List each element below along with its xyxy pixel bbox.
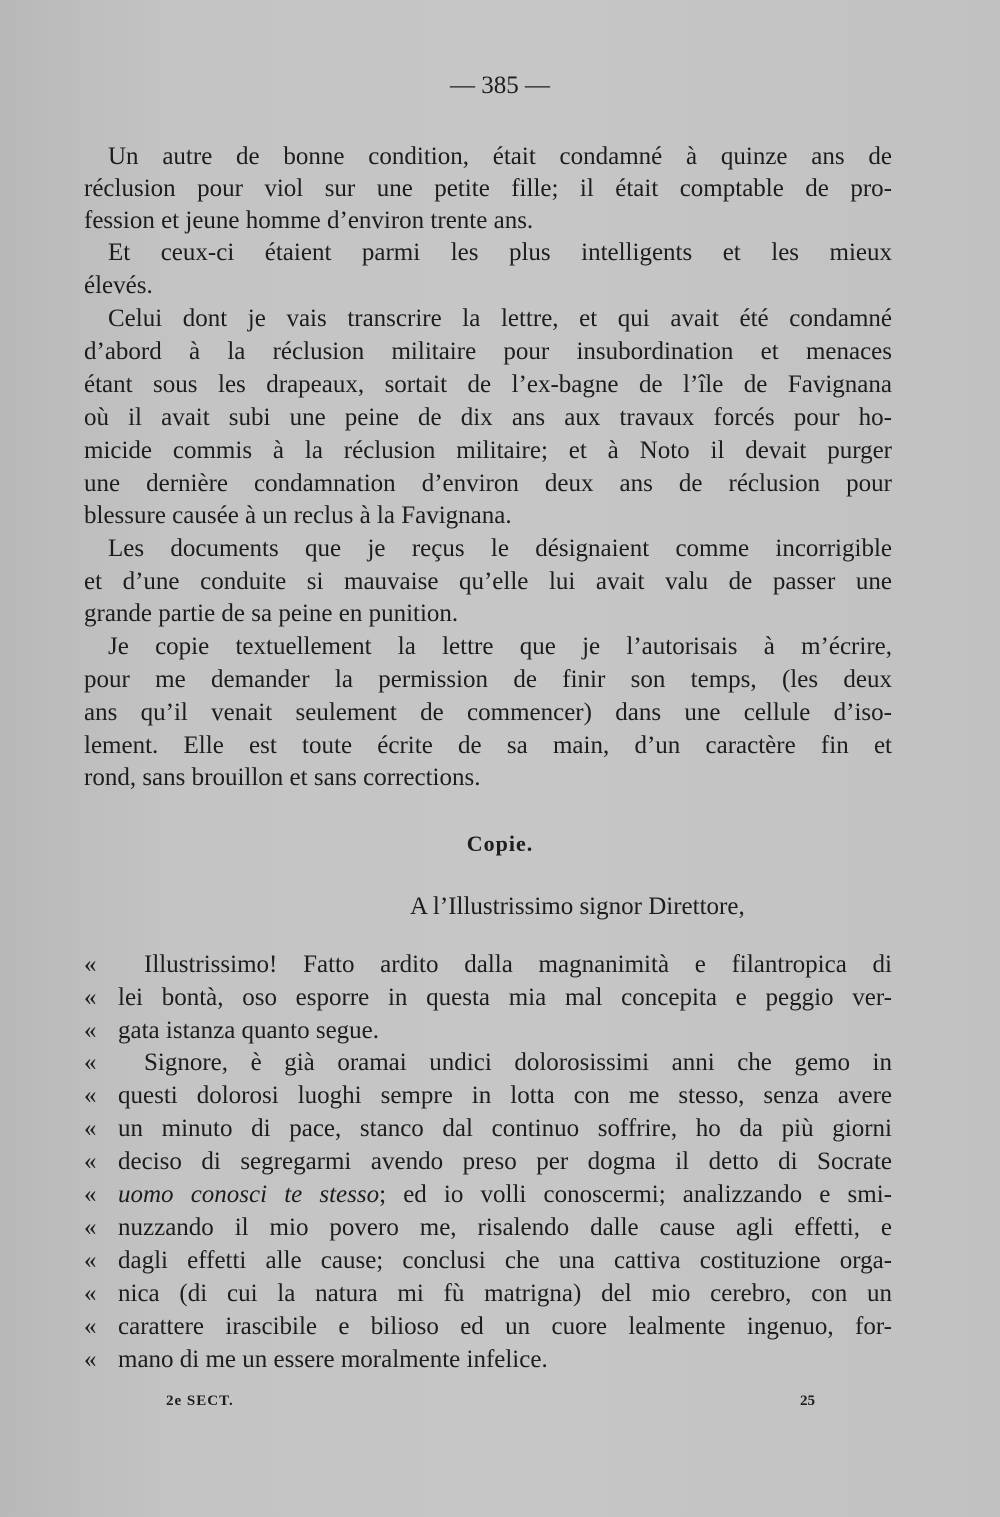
text-line: ans qu’il venait seulement de commencer) dans une cellule d’iso- [84, 699, 892, 726]
text-line: une dernière condamnation d’environ deux ans de réclusion pour [84, 470, 892, 497]
quote-text: Signore, è già oramai undici dolorosissimi anni che gemo in [144, 1049, 892, 1076]
quote-text: Illustrissimo! Fatto ardito dalla magnanimità e filantropica di [144, 951, 892, 978]
text-line: blessure causée à un reclus à la Favignana. [84, 502, 512, 529]
quote-line [84, 1245, 892, 1277]
socrate-rest: ; ed io volli conoscermi; analizzando e smi- [379, 1181, 892, 1208]
quote-text: dagli effetti alle cause; conclusi che una cattiva costituzione orga- [118, 1247, 892, 1274]
quote-mark: « [84, 984, 97, 1011]
quote-mark: « [84, 1214, 97, 1241]
quote-line [84, 1278, 892, 1310]
quote-line [84, 1179, 892, 1211]
quote-text: carattere irascibile e bilioso ed un cuore lealmente ingenuo, for- [118, 1313, 892, 1340]
quote-text: lei bontà, oso esporre in questa mia mal concepita e peggio ver- [118, 984, 892, 1011]
text-line: d’abord à la réclusion militaire pour insubordination et menaces [84, 338, 892, 365]
text-line: Et ceux-ci étaient parmi les plus intelligents et les mieux [108, 239, 892, 266]
letter-address: A l’Illustrissimo signor Direttore, [410, 893, 745, 920]
quote-mark: « [84, 951, 97, 978]
text-line: Les documents que je reçus le désignaient comme incorrigible [108, 535, 892, 562]
quote-mark: « [84, 1181, 97, 1208]
quote-text: nuzzando il mio povero me, risalendo dalle cause agli effetti, e [118, 1214, 892, 1241]
quote-mark: « [84, 1313, 97, 1340]
quote-mark: « [84, 1049, 97, 1076]
quote-mark: « [84, 1247, 97, 1274]
text-line: Un autre de bonne condition, était condamné à quinze ans de [108, 143, 892, 170]
quote-mark: « [84, 1082, 97, 1109]
text-line: où il avait subi une peine de dix ans aux travaux forcés pour ho- [84, 404, 892, 431]
text-line: étant sous les drapeaux, sortait de l’ex-bagne de l’île de Favignana [84, 371, 892, 398]
quote-line [84, 949, 892, 981]
text-line: micide commis à la réclusion militaire; et à Noto il devait purger [84, 437, 892, 464]
quote-text: nica (di cui la natura mi fù matrigna) del mio cerebro, con un [118, 1280, 892, 1307]
quote-line [84, 1047, 892, 1079]
text-line: lement. Elle est toute écrite de sa main, d’un caractère fin et [84, 732, 892, 759]
gathering-number: 25 [800, 1393, 815, 1409]
quote-text: mano di me un essere moralmente infelice. [118, 1346, 548, 1373]
signature-mark: 2e SECT. [166, 1393, 234, 1409]
quote-line [84, 1146, 892, 1178]
quote-text: questi dolorosi luoghi sempre in lotta con me stesso, senza avere [118, 1082, 892, 1109]
text-line: et d’une conduite si mauvaise qu’elle lui avait valu de passer une [84, 568, 892, 595]
quote-mark: « [84, 1148, 97, 1175]
text-line: grande partie de sa peine en punition. [84, 600, 459, 627]
text-line: Celui dont je vais transcrire la lettre, et qui avait été condamné [108, 305, 892, 332]
text-line: rond, sans brouillon et sans corrections. [84, 764, 481, 791]
text-line: Je copie textuellement la lettre que je l’autorisais à m’écrire, [108, 633, 892, 660]
text-line: pour me demander la permission de finir son temps, (les deux [84, 666, 892, 693]
page-number: — 385 — [450, 72, 550, 99]
quote-line [84, 1015, 892, 1047]
quote-line [84, 1080, 892, 1112]
quote-text [118, 1179, 892, 1211]
quote-text: gata istanza quanto segue. [118, 1017, 380, 1044]
text-line: fession et jeune homme d’environ trente ans. [84, 207, 534, 234]
quote-mark: « [84, 1115, 97, 1142]
text-line: élevés. [84, 272, 153, 299]
quote-line [84, 1113, 892, 1145]
quote-text: un minuto di pace, stanco dal continuo soffrire, ho da più giorni [118, 1115, 892, 1142]
quote-line [84, 1344, 892, 1376]
quote-mark: « [84, 1017, 97, 1044]
quote-line [84, 982, 892, 1014]
quote-line [84, 1311, 892, 1343]
quote-text: deciso di segregarmi avendo preso per dogma il detto di Socrate [118, 1148, 892, 1175]
socrate-quote: uomo conosci te stesso [118, 1181, 380, 1208]
quote-line [84, 1212, 892, 1244]
section-heading: Copie. [466, 831, 534, 856]
quote-mark: « [84, 1280, 97, 1307]
text-line: réclusion pour viol sur une petite fille; il était comptable de pro- [84, 175, 892, 202]
quote-mark: « [84, 1346, 97, 1373]
